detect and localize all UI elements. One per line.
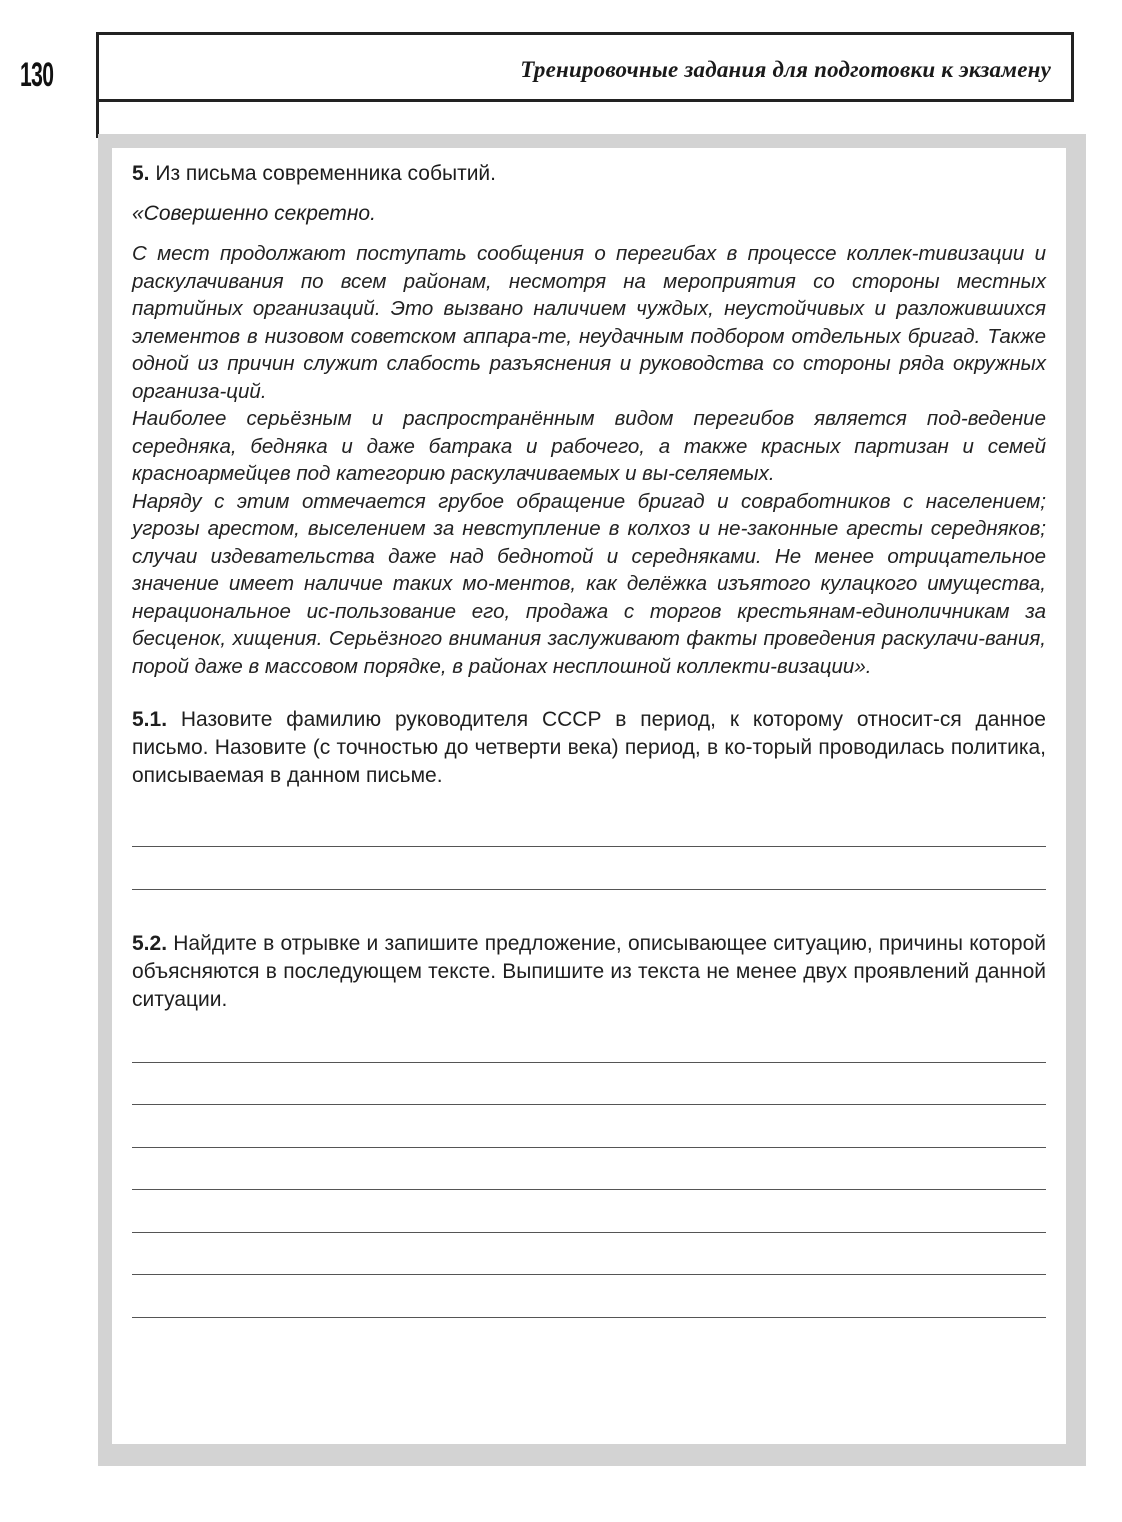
letter-heading: «Совершенно секретно.: [132, 202, 376, 225]
answer-area-5-1[interactable]: [132, 804, 1046, 890]
question-5-2: [132, 930, 1046, 1014]
task-number: 5.: [132, 162, 150, 185]
answer-line[interactable]: [132, 1233, 1046, 1276]
letter-paragraph: Наиболее серьёзным и распространённым видом перегибов является под-ведение середняка, бедняка и даже батрака и рабочего, а также красных партизан и семей красноармейцев под категорию раскулачиваемых и вы-селяемых.: [132, 407, 1046, 485]
header-divider: [96, 100, 99, 138]
answer-line[interactable]: [132, 1148, 1046, 1191]
question-number: 5.2.: [132, 932, 168, 955]
question-text: Назовите фамилию руководителя СССР в период, к которому относит-ся данное письмо. Назовите (с точностью до четверти века) период, в ко-торый проводилась политика, описываемая в данном письме.: [132, 708, 1046, 787]
answer-line[interactable]: [132, 1063, 1046, 1106]
question-number: 5.1.: [132, 708, 168, 731]
running-header: [96, 32, 1074, 102]
page-number: 130: [20, 56, 54, 94]
answer-line[interactable]: [132, 1020, 1046, 1063]
question-text: Найдите в отрывке и запишите предложение, описывающее ситуацию, причины которой объясняются в последующем тексте. Выпишите из текста не менее двух проявлений данной ситуации.: [132, 932, 1046, 1011]
letter-paragraph: С мест продолжают поступать сообщения о перегибах в процессе коллек-тивизации и раскулачивания по всем районам, несмотря на мероприятия со стороны местных партийных организаций. Это вызвано наличием чуждых, неустойчивых и разложившихся элементов в низовом советском аппара-те, неудачным подбором отдельных бригад. Также одной из причин служит слабость разъяснения и руководства со стороны ряда окружных организа-ций.: [132, 242, 1046, 403]
answer-line[interactable]: [132, 1105, 1046, 1148]
answer-line[interactable]: [132, 1190, 1046, 1233]
task-heading: [132, 160, 1046, 188]
task-intro: Из письма современника событий.: [155, 162, 496, 185]
task-panel: [112, 148, 1066, 1444]
answer-line[interactable]: [132, 804, 1046, 847]
question-5-1: [132, 706, 1046, 790]
answer-line[interactable]: [132, 847, 1046, 890]
answer-line[interactable]: [132, 1275, 1046, 1318]
running-header-title: Тренировочные задания для подготовки к экзамену: [520, 57, 1051, 82]
letter-paragraph: Наряду с этим отмечается грубое обращение бригад и совработников с населением; угрозы арестом, выселением за невступление в колхоз и не-законные аресты середняков; случаи издевательства даже над беднотой и середняками. Не менее отрицательное значение имеет наличие таких мо-ментов, как делёжка изъятого кулацкого имущества, нерациональное ис-пользование его, продажа с торгов крестьянам-единоличникам за бесценок, хищения. Серьёзного внимания заслуживают факты проведения раскулачи-вания, порой даже в массовом порядке, в районах несплошной коллекти-визации».: [132, 489, 1046, 678]
task-content: [132, 160, 1046, 1318]
answer-area-5-2[interactable]: [132, 1020, 1046, 1318]
